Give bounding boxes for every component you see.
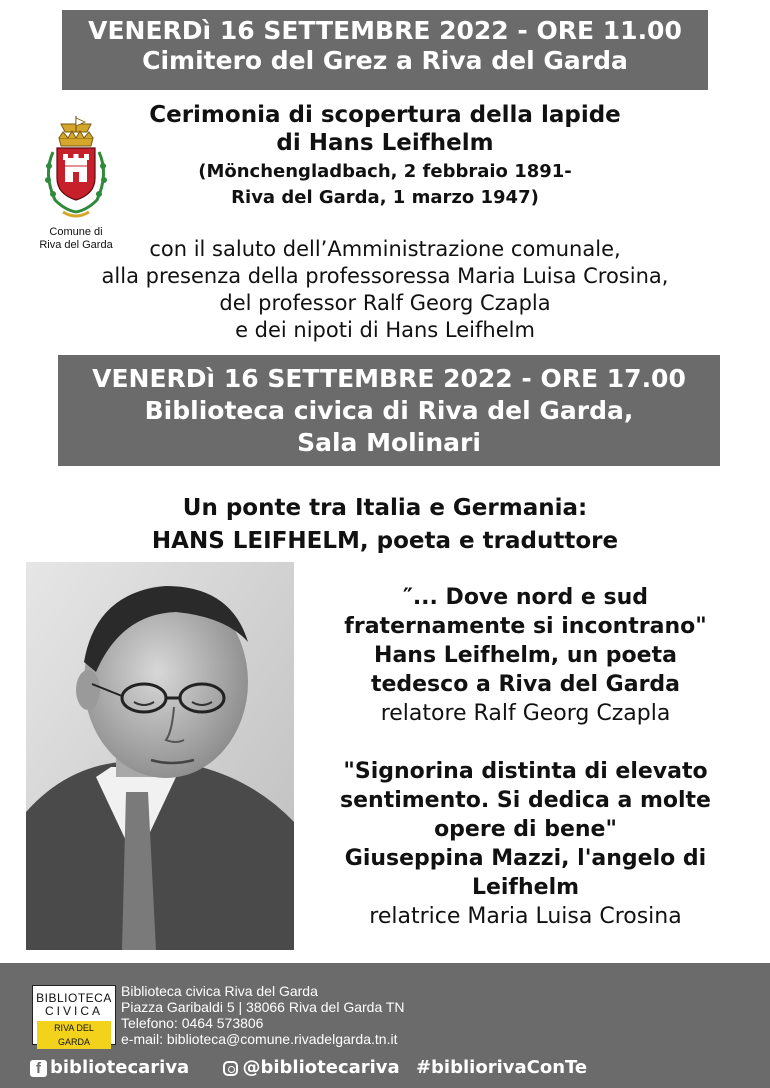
logo-line2: CIVICA [44, 1004, 103, 1018]
talk2-line1: "Signorina distinta di elevato [343, 759, 708, 784]
facebook-handle[interactable]: bibliotecariva [50, 1057, 190, 1078]
ceremony-title-line1: Cerimonia di scopertura della lapide [149, 102, 621, 128]
talks-spacer [318, 728, 733, 757]
talk1-line1: ″... Dove nord e sud [403, 585, 648, 610]
talk1-line3: Hans Leifhelm, un poeta [374, 643, 677, 668]
event2-date: VENERDì 16 SETTEMBRE 2022 - ORE 17.00 [92, 364, 686, 393]
talk2-line5: Leifhelm [471, 875, 580, 900]
greeting-block [40, 236, 730, 344]
talk2-line4: Giuseppina Mazzi, l'angelo di [344, 846, 707, 871]
ceremony-dates-line2: Riva del Garda, 1 marzo 1947) [231, 187, 539, 208]
contact-address: Piazza Garibaldi 5 | 38066 Riva del Garda TN [121, 999, 405, 1015]
logo-line1: BIBLIOTECA [36, 991, 112, 1005]
instagram-icon[interactable] [223, 1061, 238, 1076]
footer [0, 963, 770, 1088]
logo-line3: RIVA DEL GARDA [37, 1021, 111, 1049]
hashtag[interactable]: #bibliorivaConTe [415, 1057, 588, 1078]
event1-date: VENERDì 16 SETTEMBRE 2022 - ORE 11.00 [88, 16, 682, 45]
contact-email[interactable]: e-mail: biblioteca@comune.rivadelgarda.tn.it [121, 1031, 398, 1047]
talk1-line4: tedesco a Riva del Garda [370, 672, 681, 697]
greeting-line3: del professor Ralf Georg Czapla [219, 291, 551, 315]
event1-banner [62, 10, 708, 90]
event2-banner [58, 355, 720, 466]
talk1-speaker: relatore Ralf Georg Czapla [380, 701, 671, 726]
greeting-line4: e dei nipoti di Hans Leifhelm [235, 318, 535, 342]
event2-place-line1: Biblioteca civica di Riva del Garda, [144, 396, 634, 425]
library-contacts [121, 983, 405, 1047]
talks-block [318, 583, 733, 931]
social-links [30, 1057, 750, 1079]
event1-place: Cimitero del Grez a Riva del Garda [142, 46, 628, 75]
talk2-line2: sentimento. Si dedica a molte [340, 788, 711, 813]
event2-place-line2: Sala Molinari [297, 428, 481, 457]
ceremony-block [110, 101, 660, 211]
instagram-handle[interactable]: @bibliotecariva [242, 1057, 400, 1078]
subtitle-line2: HANS LEIFHELM, poeta e traduttore [151, 528, 619, 554]
facebook-icon[interactable]: f [30, 1060, 47, 1077]
ceremony-dates-line1: (Mönchengladbach, 2 febbraio 1891- [198, 161, 572, 182]
talk1-line2: fraternamente si incontrano" [344, 614, 707, 639]
portrait-icon [26, 562, 294, 950]
portrait-photo [26, 562, 294, 950]
library-logo [32, 985, 116, 1045]
event2-subtitle [40, 492, 730, 558]
contact-phone: Telefono: 0464 573806 [121, 1015, 264, 1031]
contact-name: Biblioteca civica Riva del Garda [121, 983, 318, 999]
ceremony-title-line2: di Hans Leifhelm [276, 130, 494, 156]
talk2-line3: opere di bene" [434, 817, 617, 842]
subtitle-line1: Un ponte tra Italia e Germania: [182, 495, 588, 521]
greeting-line1: con il saluto dell’Amministrazione comunale, [149, 237, 621, 261]
greeting-line2: alla presenza della professoressa Maria Luisa Crosina, [101, 264, 669, 288]
talk2-speaker: relatrice Maria Luisa Crosina [369, 904, 682, 929]
crest-caption-line2: Riva del Garda [39, 239, 113, 251]
coat-of-arms-icon [39, 116, 113, 224]
crest-caption-line1: Comune di [49, 226, 103, 238]
